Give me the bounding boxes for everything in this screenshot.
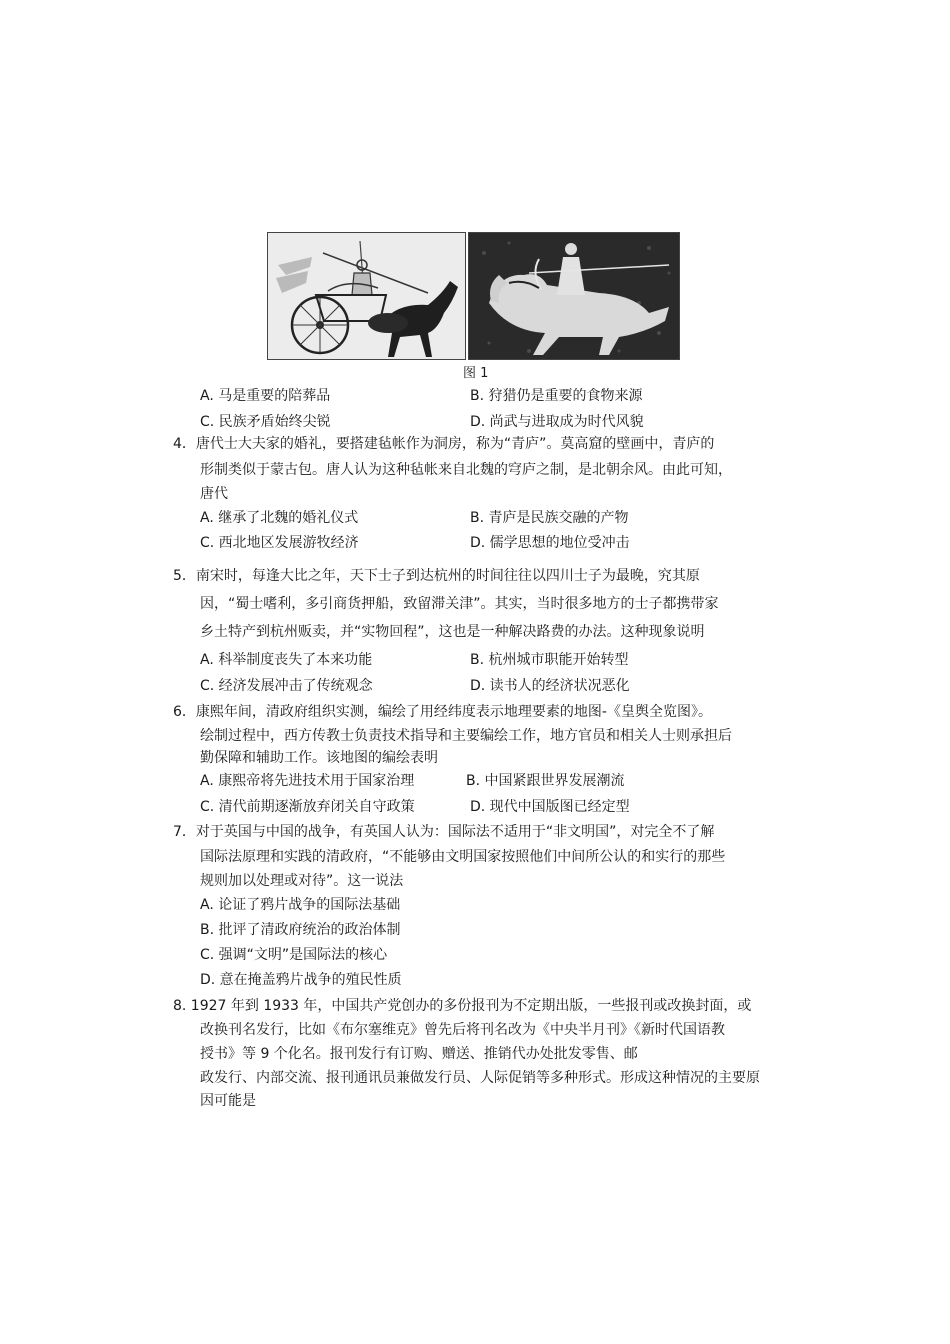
- q7-stem-line-3: 规则加以处理或对待”。这一说法: [200, 873, 404, 889]
- q5-option-a: A. 科举制度丧失了本来功能: [200, 652, 373, 668]
- q3-option-b: B. 狩猎仍是重要的食物来源: [470, 388, 643, 404]
- q8-stem-line-5: 因可能是: [200, 1093, 256, 1109]
- figure-caption: 图 1: [463, 366, 489, 381]
- q4-stem-line-1: 4．唐代士大夫家的婚礼，要搭建毡帐作为洞房，称为“青庐”。莫高窟的壁画中，青庐的: [173, 436, 715, 452]
- q6-option-d: D. 现代中国版图已经定型: [470, 799, 630, 815]
- q7-stem-line-2: 国际法原理和实践的清政府，“不能够由文明国家按照他们中间所公认的和实行的那些: [200, 849, 726, 865]
- figure-1: [267, 232, 681, 360]
- mounted-archer-relief: [468, 232, 680, 360]
- q6-option-b: B. 中国紧跟世界发展潮流: [466, 773, 625, 789]
- q6-stem-line-1: 6．康熙年间，清政府组织实测，编绘了用经纬度表示地理要素的地图-《皇舆全览图》。: [173, 704, 712, 720]
- q6-stem-line-2: 绘制过程中，西方传教士负责技术指导和主要编绘工作，地方官员和相关人士则承担后: [200, 728, 732, 744]
- q5-stem-line-3: 乡土特产到杭州贩卖，并“实物回程”，这也是一种解决路费的办法。这种现象说明: [200, 624, 705, 640]
- q4-stem-line-2: 形制类似于蒙古包。唐人认为这种毡帐来自北魏的穹庐之制，是北朝余风。由此可知，: [200, 462, 732, 478]
- q3-option-c: C. 民族矛盾始终尖锐: [200, 414, 331, 430]
- q7-option-c: C. 强调“文明”是国际法的核心: [200, 947, 388, 963]
- q7-stem-line-1: 7．对于英国与中国的战争，有英国人认为：国际法不适用于“非文明国”，对完全不了解: [173, 824, 715, 840]
- q8-stem-line-4: 政发行、内部交流、报刊通讯员兼做发行员、人际促销等多种形式。形成这种情况的主要原: [200, 1070, 760, 1086]
- q4-option-d: D. 儒学思想的地位受冲击: [470, 535, 630, 551]
- q4-option-c: C. 西北地区发展游牧经济: [200, 535, 359, 551]
- q3-option-a: A. 马是重要的陪葬品: [200, 388, 331, 404]
- q4-option-a: A. 继承了北魏的婚礼仪式: [200, 510, 359, 526]
- q7-option-d: D. 意在掩盖鸦片战争的殖民性质: [200, 972, 402, 988]
- q7-option-a: A. 论证了鸦片战争的国际法基础: [200, 897, 401, 913]
- chariot-illustration: [267, 232, 466, 360]
- q8-stem-line-1: 8. 1927 年到 1933 年，中国共产党创办的多份报刊为不定期出版，一些报刊或改换封面，或: [173, 998, 752, 1014]
- q6-stem-line-3: 勤保障和辅助工作。该地图的编绘表明: [200, 750, 438, 766]
- q4-stem-line-3: 唐代: [200, 486, 228, 502]
- q5-option-c: C. 经济发展冲击了传统观念: [200, 678, 373, 694]
- q5-stem-line-1: 5．南宋时，每逢大比之年，天下士子到达杭州的时间往往以四川士子为最晚，究其原: [173, 568, 700, 584]
- q4-option-b: B. 青庐是民族交融的产物: [470, 510, 629, 526]
- q3-option-d: D. 尚武与进取成为时代风貌: [470, 414, 644, 430]
- q6-option-c: C. 清代前期逐渐放弃闭关自守政策: [200, 799, 415, 815]
- q5-option-b: B. 杭州城市职能开始转型: [470, 652, 629, 668]
- q6-option-a: A. 康熙帝将先进技术用于国家治理: [200, 773, 415, 789]
- q5-option-d: D. 读书人的经济状况恶化: [470, 678, 630, 694]
- q8-stem-line-2: 改换刊名发行，比如《布尔塞维克》曾先后将刊名改为《中央半月刊》《新时代国语教: [200, 1022, 725, 1038]
- q5-stem-line-2: 因，“蜀士嗜利，多引商货押船，致留滞关津”。其实，当时很多地方的士子都携带家: [200, 596, 719, 612]
- q7-option-b: B. 批评了清政府统治的政治体制: [200, 922, 401, 938]
- q8-stem-line-3: 授书》等 9 个化名。报刊发行有订购、赠送、推销代办处批发零售、邮: [200, 1046, 638, 1062]
